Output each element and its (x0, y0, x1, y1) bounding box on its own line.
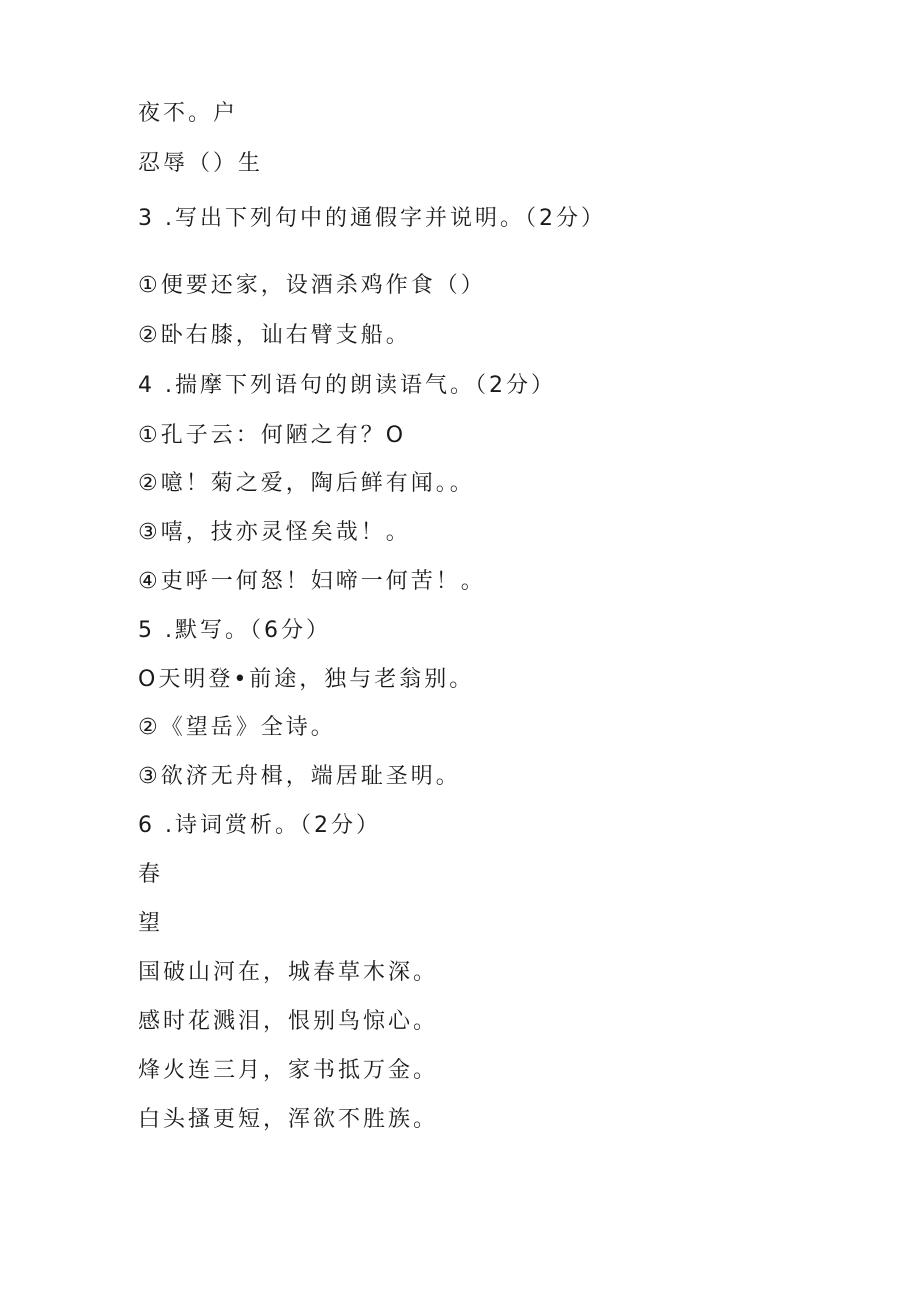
text-line: ③欲济无舟楫，端居耻圣明。 (138, 764, 461, 789)
poem-title-line: 春 (138, 862, 164, 887)
poem-line: 烽火连三月，家书抵万金。 (138, 1058, 439, 1083)
text-line: ③嘻，技亦灵怪矣哉！。 (138, 520, 411, 545)
question-5-heading: 5 .默写。（6分） (138, 618, 331, 643)
text-line: O天明登•前途，独与老翁别。 (138, 667, 475, 692)
text-line: ②《望岳》全诗。 (138, 715, 336, 740)
question-3-heading: 3 .写出下列句中的通假字并说明。（2分） (138, 206, 606, 231)
question-6-heading: 6 .诗词赏析。（2分） (138, 813, 381, 838)
text-line: ①便要还家，设酒杀鸡作食（） (138, 273, 486, 298)
poem-line: 感时花溅泪，恨别鸟惊心。 (138, 1009, 439, 1034)
text-line: ④吏呼一何怒！妇啼一何苦！。 (138, 569, 486, 594)
poem-title-line: 望 (138, 911, 164, 936)
question-4-heading: 4 .揣摩下列语句的朗读语气。（2分） (138, 373, 556, 398)
text-line: ①孔子云：何陋之有？O (138, 423, 407, 448)
poem-line: 白头搔更短，浑欲不胜族。 (138, 1107, 439, 1132)
text-line: ②卧右膝，讪右臂支船。 (138, 323, 411, 348)
text-line: 夜不。户 (138, 101, 239, 126)
text-line: ②噫！菊之爱，陶后鲜有闻。。 (138, 471, 475, 496)
poem-line: 国破山河在，城春草木深。 (138, 960, 439, 985)
text-line: 忍辱（）生 (138, 151, 264, 176)
